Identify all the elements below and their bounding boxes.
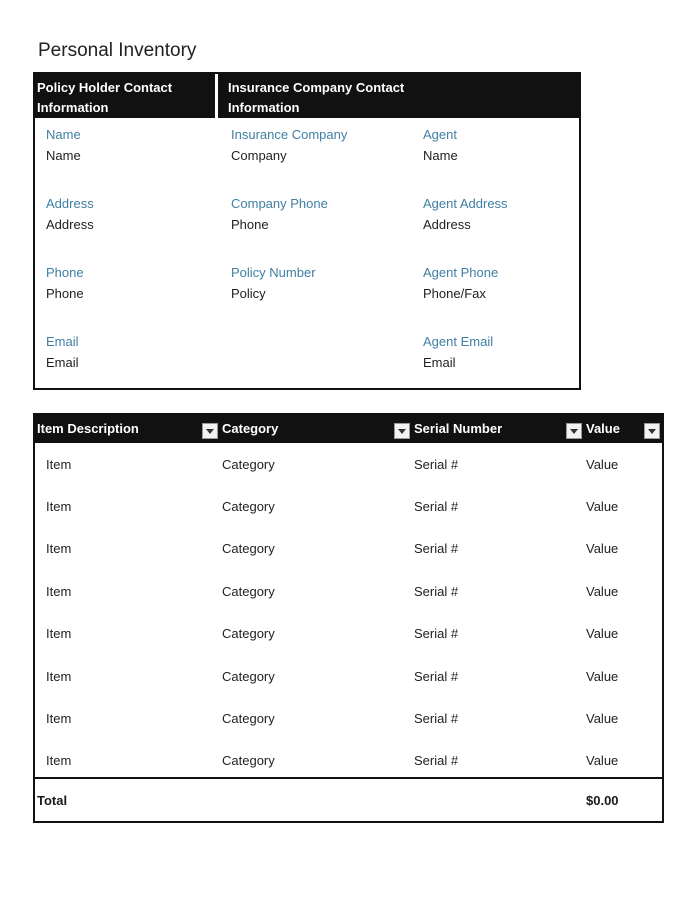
cell-value[interactable]: Value [586, 668, 619, 684]
field-value[interactable]: Address [46, 217, 94, 232]
cell-item[interactable]: Item [46, 499, 72, 515]
contact-field[interactable] [423, 126, 508, 195]
table-row[interactable] [35, 613, 662, 655]
total-row [35, 777, 662, 821]
cell-value[interactable]: Value [586, 499, 619, 515]
contact-field[interactable] [423, 333, 508, 402]
cell-item[interactable]: Item [46, 541, 72, 557]
cell-category[interactable]: Category [222, 668, 275, 684]
field-label: Name [46, 127, 81, 142]
field-label: Agent Phone [423, 265, 499, 280]
inventory-rows [35, 443, 662, 782]
cell-serial[interactable]: Serial # [414, 668, 459, 684]
cell-category[interactable]: Category [222, 626, 275, 642]
field-value[interactable]: Name [46, 148, 81, 163]
agent-column [423, 126, 508, 402]
inventory-header-row [35, 415, 662, 443]
contact-field[interactable] [423, 264, 508, 333]
cell-serial[interactable]: Serial # [414, 456, 459, 472]
filter-dropdown-icon[interactable] [644, 423, 660, 439]
column-header-label: Item Description [37, 421, 139, 436]
field-value[interactable]: Email [46, 355, 79, 370]
contact-field[interactable] [231, 195, 347, 264]
contact-field[interactable] [423, 195, 508, 264]
contact-field[interactable] [231, 264, 347, 333]
field-value[interactable]: Email [423, 355, 456, 370]
insurance-company-column [231, 126, 347, 333]
total-label: Total [37, 792, 68, 808]
contact-header [35, 74, 579, 118]
cell-category[interactable]: Category [222, 753, 275, 769]
cell-category[interactable]: Category [222, 583, 275, 599]
table-row[interactable] [35, 740, 662, 782]
column-header-serial-number [412, 415, 584, 443]
cell-value[interactable]: Value [586, 456, 619, 472]
contact-field[interactable] [46, 333, 94, 402]
table-row[interactable] [35, 528, 662, 570]
cell-item[interactable]: Item [46, 711, 72, 727]
cell-value[interactable]: Value [586, 753, 619, 769]
field-label: Policy Number [231, 265, 316, 280]
cell-value[interactable]: Value [586, 583, 619, 599]
cell-item[interactable]: Item [46, 583, 72, 599]
field-label: Email [46, 334, 79, 349]
cell-item[interactable]: Item [46, 753, 72, 769]
field-label: Agent Email [423, 334, 494, 349]
column-header-value [584, 415, 662, 443]
contact-info-box [33, 72, 581, 390]
field-label: Agent Address [423, 196, 508, 211]
field-label: Phone [46, 265, 84, 280]
field-value[interactable]: Phone [46, 286, 84, 301]
contact-field[interactable] [46, 126, 94, 195]
cell-value[interactable]: Value [586, 626, 619, 642]
table-row[interactable] [35, 443, 662, 485]
table-row[interactable] [35, 655, 662, 697]
cell-item[interactable]: Item [46, 456, 72, 472]
cell-item[interactable]: Item [46, 626, 72, 642]
column-header-item-description [35, 415, 220, 443]
column-header-label: Category [222, 421, 279, 436]
filter-dropdown-icon[interactable] [394, 423, 410, 439]
field-label: Agent [423, 127, 457, 142]
contact-field[interactable] [46, 195, 94, 264]
field-value[interactable]: Phone [231, 217, 269, 232]
table-row[interactable] [35, 485, 662, 527]
contact-field[interactable] [46, 264, 94, 333]
field-label: Insurance Company [231, 127, 348, 142]
cell-serial[interactable]: Serial # [414, 583, 459, 599]
contact-field[interactable] [231, 126, 347, 195]
total-value: $0.00 [586, 792, 619, 808]
policy-holder-header: Policy Holder Contact Information [35, 74, 218, 118]
cell-serial[interactable]: Serial # [414, 626, 459, 642]
cell-serial[interactable]: Serial # [414, 499, 459, 515]
column-header-label: Value [586, 421, 620, 436]
policy-holder-column [46, 126, 94, 402]
cell-category[interactable]: Category [222, 499, 275, 515]
inventory-table [33, 413, 664, 823]
cell-value[interactable]: Value [586, 711, 619, 727]
cell-category[interactable]: Category [222, 711, 275, 727]
field-value[interactable]: Phone/Fax [423, 286, 486, 301]
cell-category[interactable]: Category [222, 456, 275, 472]
cell-item[interactable]: Item [46, 668, 72, 684]
field-label: Address [46, 196, 94, 211]
cell-serial[interactable]: Serial # [414, 541, 459, 557]
cell-value[interactable]: Value [586, 541, 619, 557]
insurance-company-header: Insurance Company Contact Information [228, 80, 405, 115]
column-header-category [220, 415, 412, 443]
column-header-label: Serial Number [414, 421, 503, 436]
field-value[interactable]: Name [423, 148, 458, 163]
table-row[interactable] [35, 570, 662, 612]
cell-category[interactable]: Category [222, 541, 275, 557]
cell-serial[interactable]: Serial # [414, 753, 459, 769]
cell-serial[interactable]: Serial # [414, 711, 459, 727]
filter-dropdown-icon[interactable] [202, 423, 218, 439]
field-value[interactable]: Company [231, 148, 287, 163]
field-label: Company Phone [231, 196, 328, 211]
table-row[interactable] [35, 697, 662, 739]
filter-dropdown-icon[interactable] [566, 423, 582, 439]
page-title: Personal Inventory [38, 40, 197, 61]
field-value[interactable]: Address [423, 217, 471, 232]
field-value[interactable]: Policy [231, 286, 266, 301]
